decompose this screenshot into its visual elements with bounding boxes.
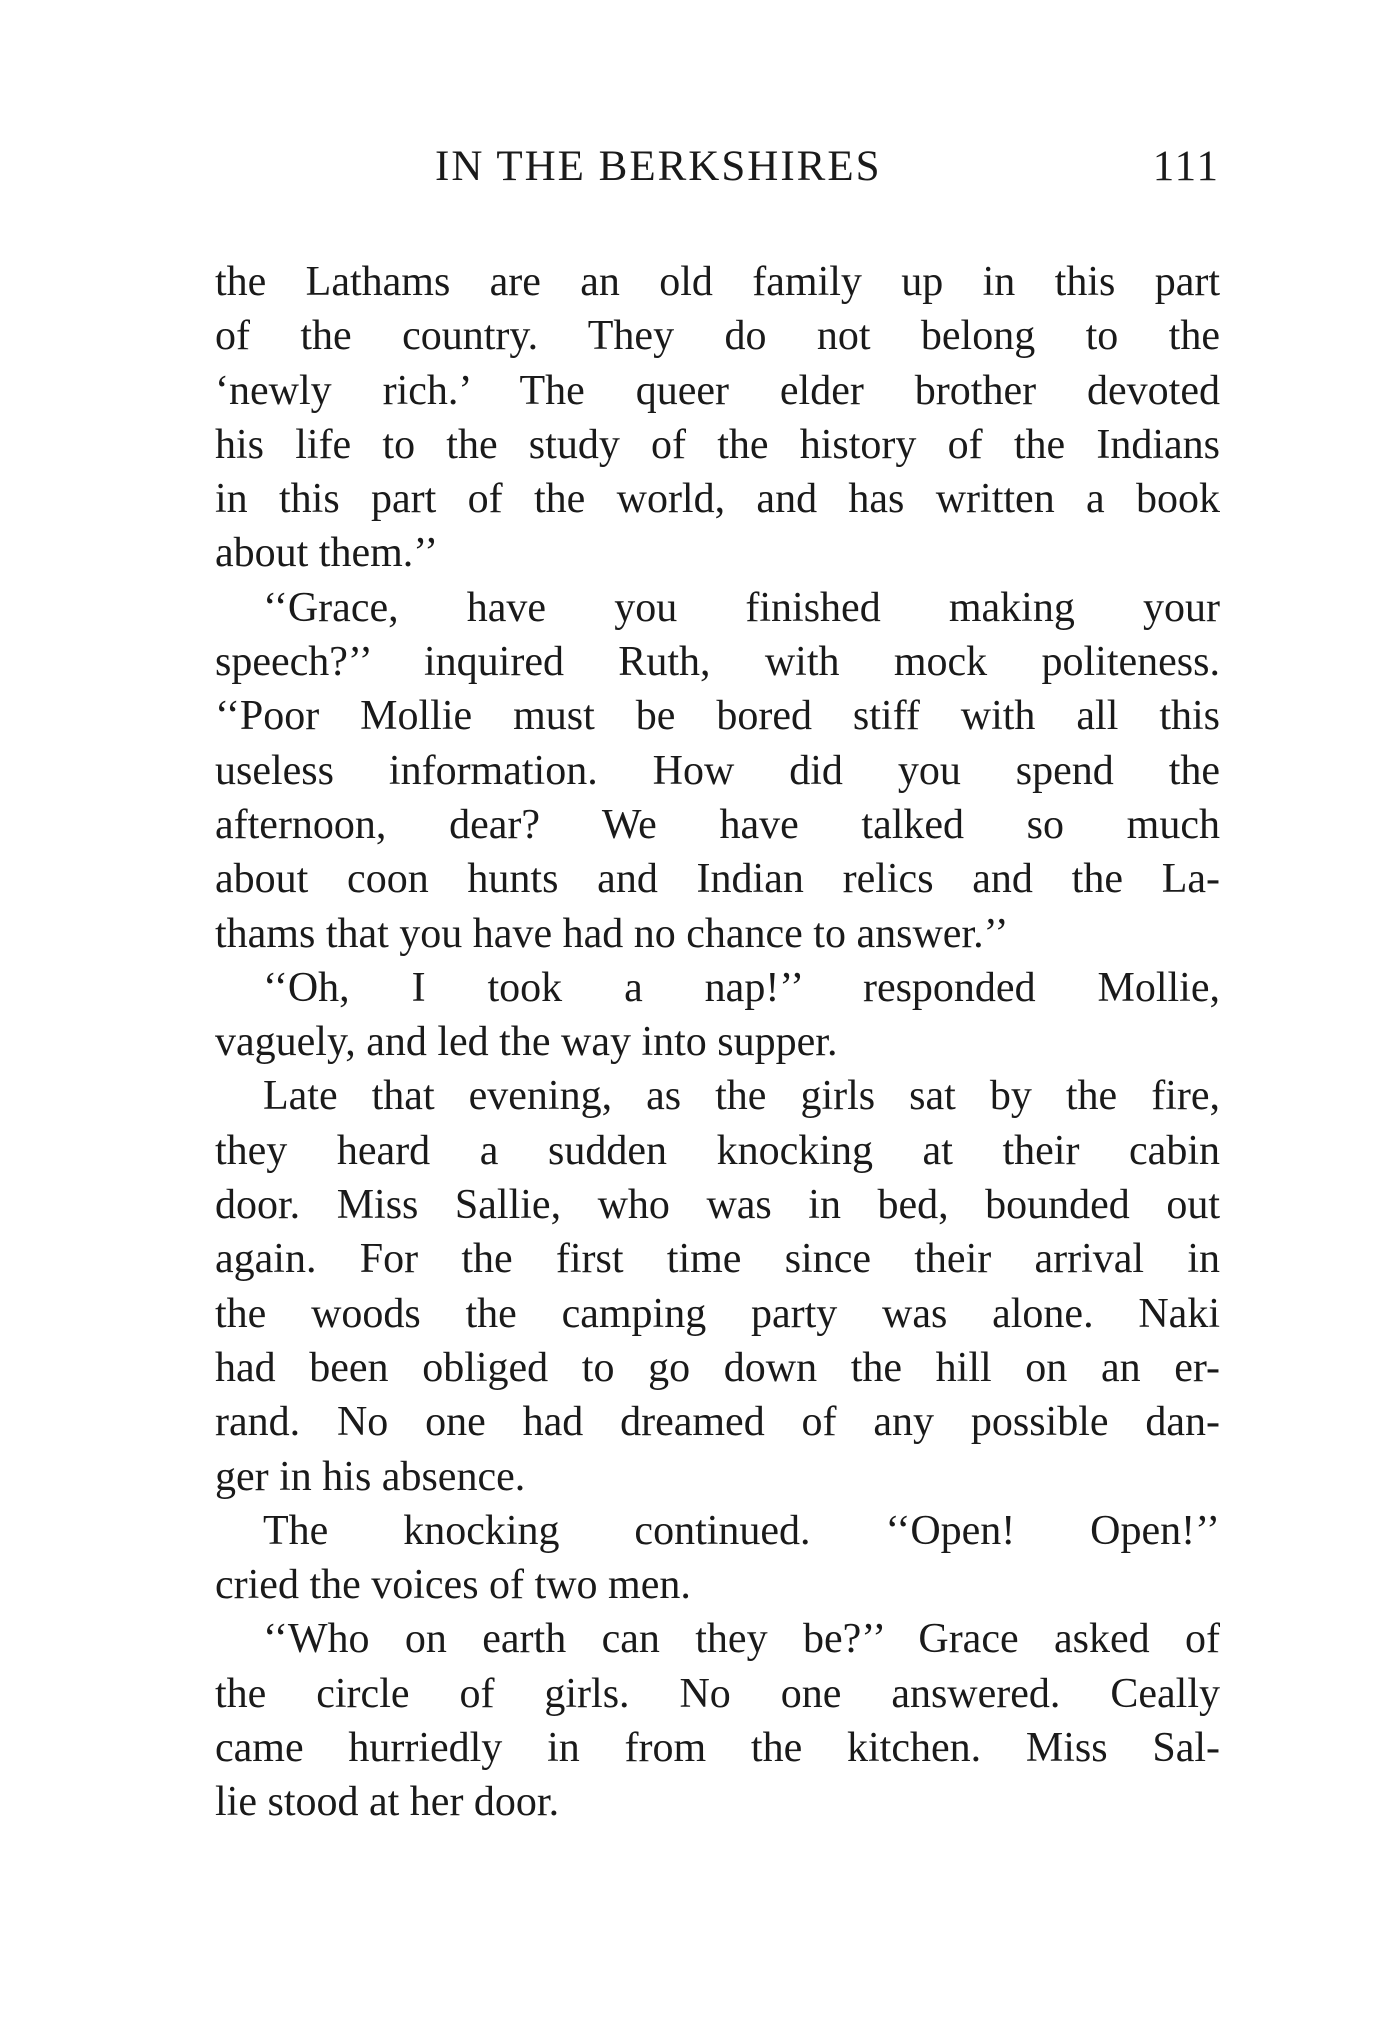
text-line: useless information. How did you spend the	[215, 747, 1220, 794]
text-line: his life to the study of the history of the Indians	[215, 421, 1220, 468]
text-line: in this part of the world, and has written a book	[215, 476, 1220, 523]
text-line: speech?’’ inquired Ruth, with mock politeness.	[215, 639, 1220, 686]
text-line: rand. No one had dreamed of any possible dan-	[215, 1399, 1220, 1446]
text-line: ‘‘Grace, have you finished making your	[263, 584, 1220, 631]
text-line: ‘‘Poor Mollie must be bored stiff with all this	[215, 693, 1220, 740]
text-line: the woods the camping party was alone. Naki	[215, 1290, 1220, 1337]
text-line: about them.’’	[215, 530, 439, 577]
text-line: of the country. They do not belong to the	[215, 313, 1220, 360]
text-line: about coon hunts and Indian relics and the La-	[215, 856, 1220, 903]
text-line: lie stood at her door.	[215, 1779, 560, 1826]
page-number: 111	[1152, 143, 1220, 190]
text-line: door. Miss Sallie, who was in bed, bounded out	[215, 1182, 1220, 1229]
text-line: Late that evening, as the girls sat by the fire,	[263, 1073, 1220, 1120]
text-line: the Lathams are an old family up in this part	[215, 259, 1220, 305]
running-head	[215, 142, 1220, 202]
text-line: The knocking continued. ‘‘Open! Open!’’	[263, 1507, 1220, 1554]
text-line: ‘newly rich.’ The queer elder brother devoted	[215, 367, 1220, 414]
text-line: the circle of girls. No one answered. Ceally	[215, 1670, 1220, 1717]
text-line: thams that you have had no chance to answer.’’	[215, 910, 1009, 957]
text-line: vaguely, and led the way into supper.	[215, 1019, 838, 1066]
text-line: ger in his absence.	[215, 1453, 526, 1500]
text-line: cried the voices of two men.	[215, 1562, 691, 1609]
text-line: they heard a sudden knocking at their cabin	[215, 1127, 1220, 1174]
running-title: IN THE BERKSHIRES	[435, 143, 882, 190]
body-text	[215, 255, 1220, 1830]
text-line: came hurriedly in from the kitchen. Miss Sal-	[215, 1725, 1220, 1772]
text-line: had been obliged to go down the hill on an er-	[215, 1344, 1220, 1391]
text-line: afternoon, dear? We have talked so much	[215, 801, 1220, 848]
text-line: ‘‘Oh, I took a nap!’’ responded Mollie,	[263, 964, 1220, 1011]
text-line: ‘‘Who on earth can they be?’’ Grace asked of	[263, 1616, 1220, 1663]
text-line: again. For the first time since their arrival in	[215, 1236, 1220, 1283]
